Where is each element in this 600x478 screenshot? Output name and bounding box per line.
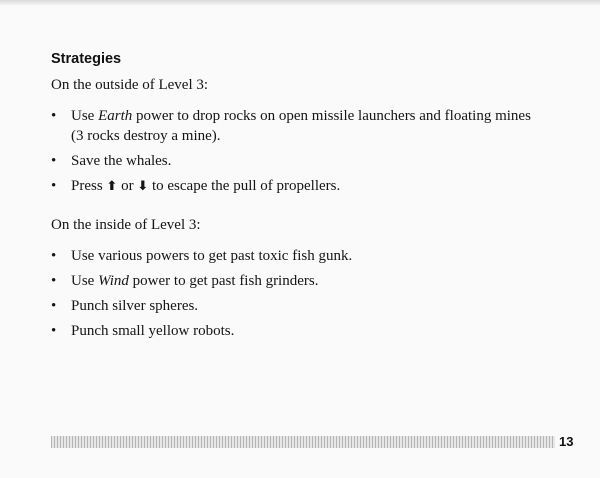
item-text: Save the whales. [71, 153, 172, 169]
list-item [51, 246, 581, 266]
bullet-icon: • [51, 273, 57, 289]
power-name-wind: Wind [98, 273, 129, 289]
bullet-icon: • [51, 153, 57, 169]
power-name-earth: Earth [98, 108, 133, 124]
list-item [51, 176, 581, 197]
item-text-continuation: (3 rocks destroy a mine). [71, 128, 221, 144]
bullet-icon: • [51, 323, 57, 339]
item-text-pre: Use [71, 108, 99, 124]
item-text-post: power to get past fish grinders. [128, 273, 319, 289]
page-number: 13 [559, 434, 574, 449]
bullet-icon: • [51, 248, 57, 264]
outside-level-intro: On the outside of Level 3: [51, 77, 209, 93]
up-arrow-icon: ⬆ [106, 179, 118, 194]
item-text-post: to escape the pull of propellers. [148, 178, 341, 194]
footer-decorative-bar [51, 436, 555, 448]
list-item [51, 106, 581, 146]
item-text-mid: or [117, 178, 138, 194]
inside-level-intro: On the inside of Level 3: [51, 217, 201, 233]
list-item [51, 321, 581, 341]
bullet-icon: • [51, 298, 57, 314]
item-text: Use various powers to get past toxic fish gunk. [71, 248, 353, 264]
bullet-icon: • [51, 178, 57, 194]
inside-strategies-list [51, 246, 581, 346]
down-arrow-icon: ⬇ [137, 179, 149, 194]
item-text-pre: Press [71, 178, 107, 194]
section-heading: Strategies [51, 51, 122, 67]
item-text: Punch silver spheres. [71, 298, 199, 314]
item-text-post: power to drop rocks on open missile launchers and floating mines [132, 108, 531, 124]
bullet-icon: • [51, 108, 57, 124]
list-item [51, 296, 581, 316]
item-text-pre: Use [71, 273, 99, 289]
outside-strategies-list [51, 106, 581, 202]
item-text: Punch small yellow robots. [71, 323, 235, 339]
list-item [51, 271, 581, 291]
list-item [51, 151, 581, 171]
